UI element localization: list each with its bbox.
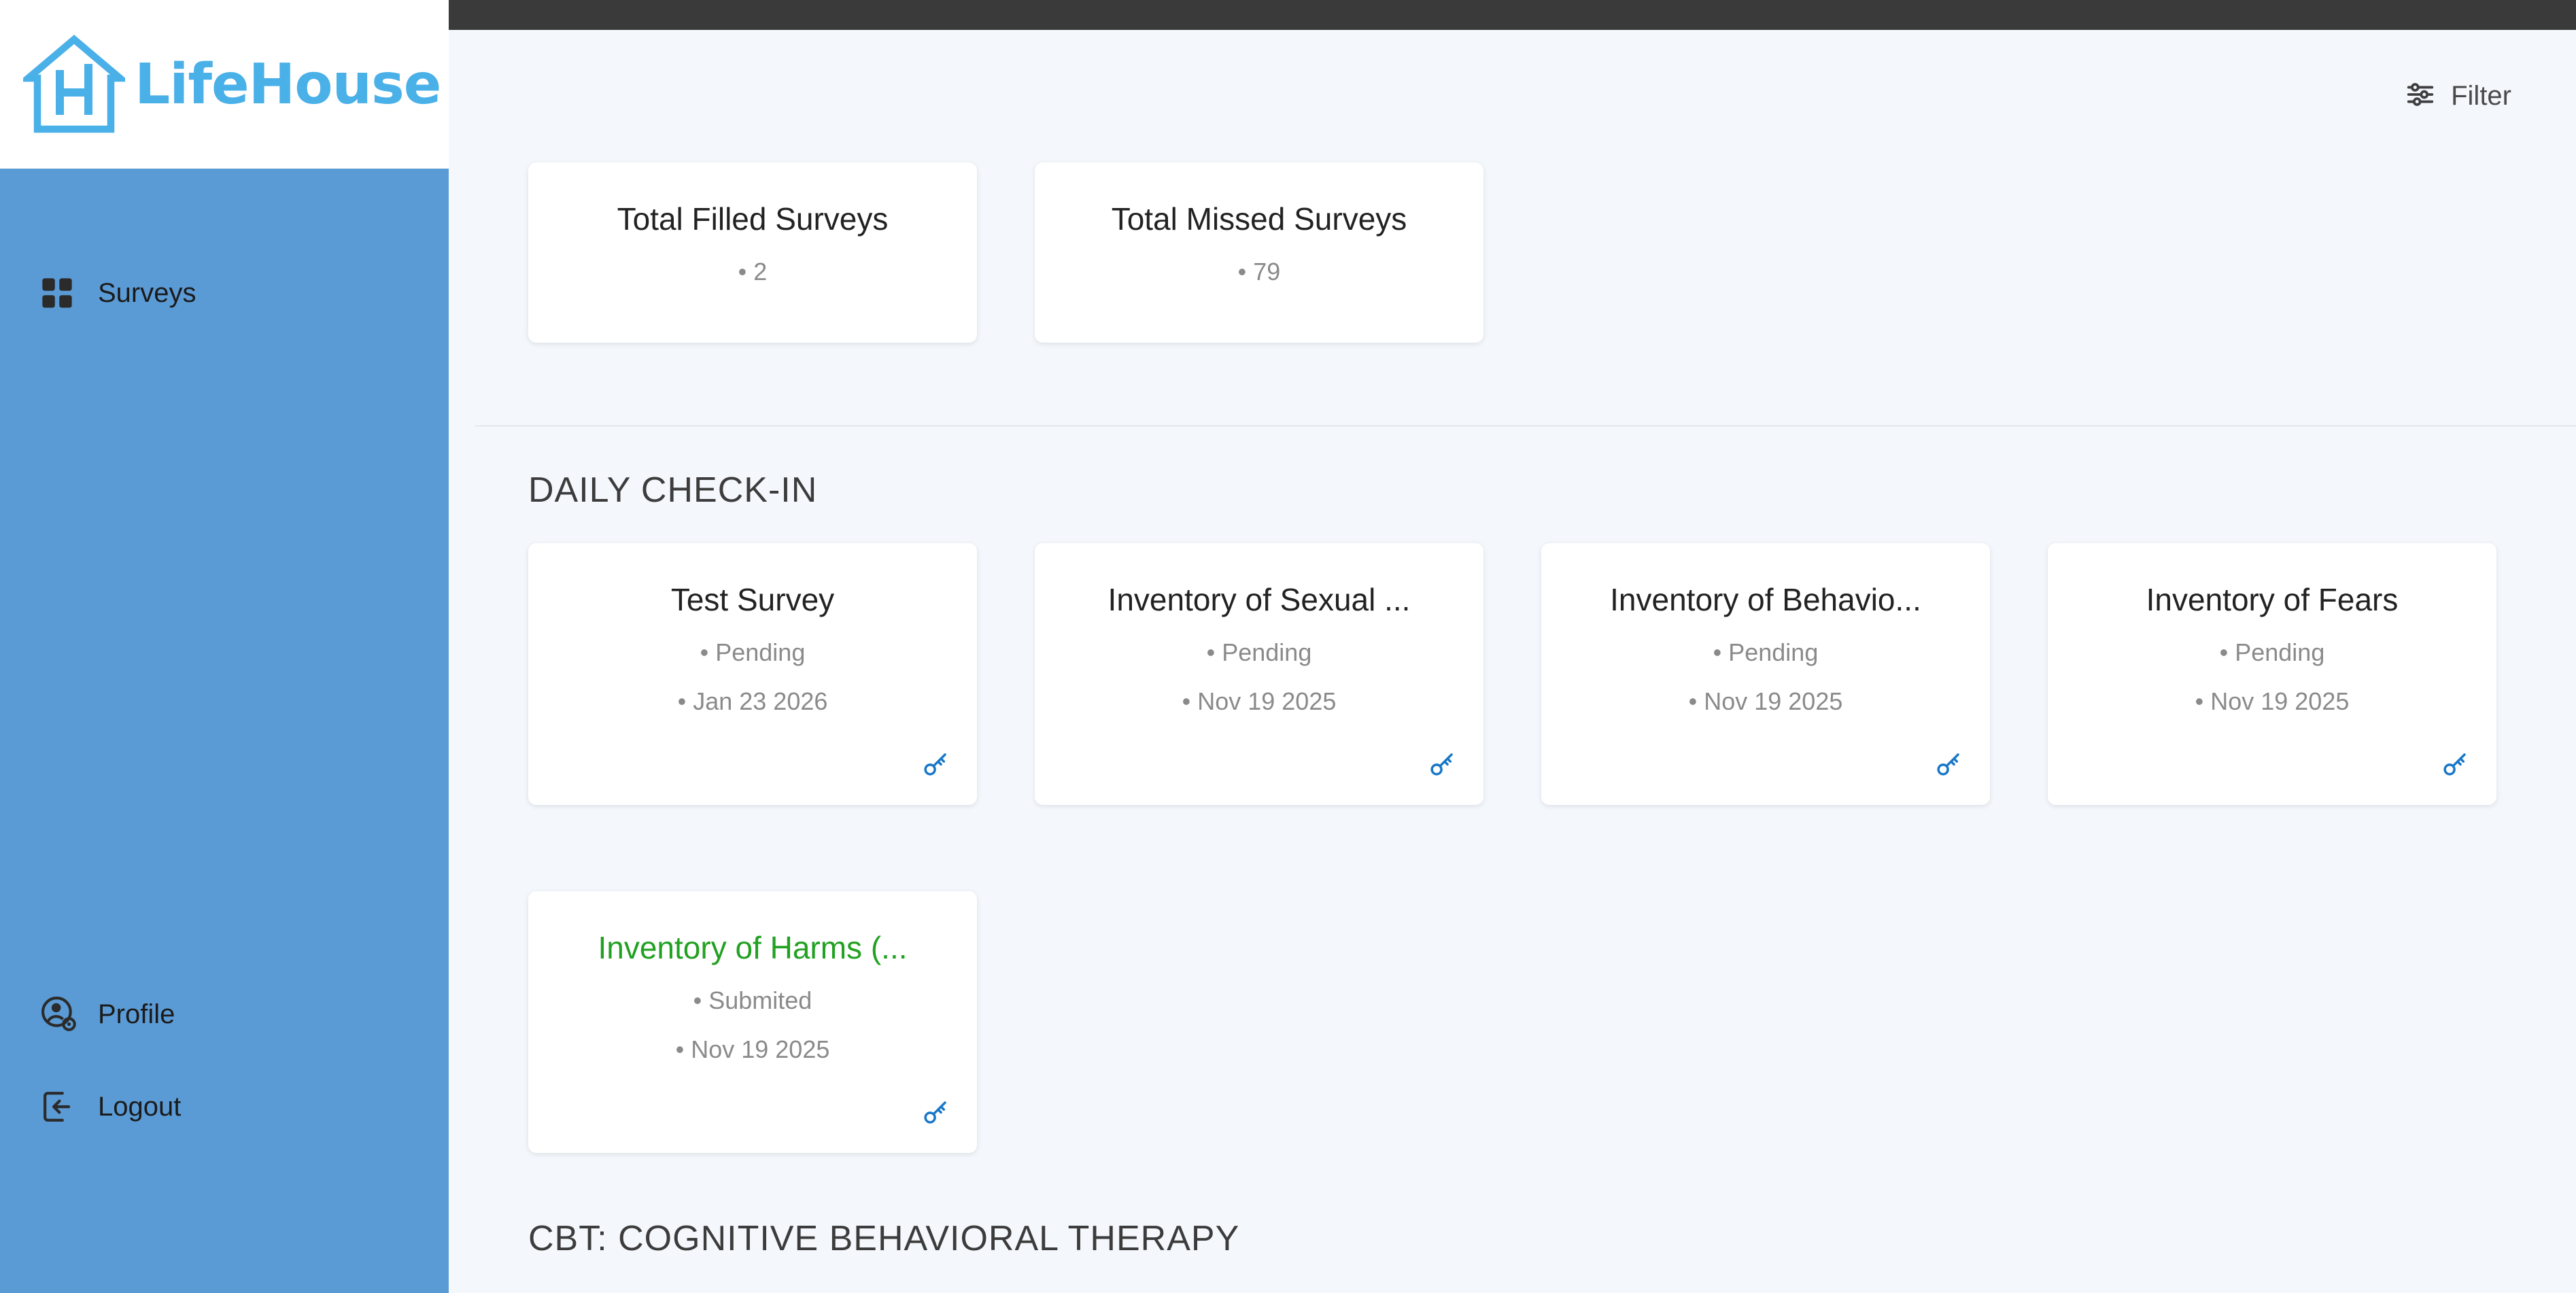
survey-card[interactable]: [1035, 543, 1483, 805]
dashboard-content: [449, 162, 2576, 1259]
survey-card[interactable]: [2048, 543, 2496, 805]
section-title-daily-checkin: DAILY CHECK-IN: [528, 470, 818, 510]
filter-button[interactable]: [2405, 79, 2511, 114]
key-icon[interactable]: [921, 750, 950, 782]
main-content: [449, 0, 2576, 1293]
survey-status: • Pending: [1206, 638, 1312, 666]
stat-value: • 2: [738, 258, 768, 286]
survey-title: Inventory of Sexual ...: [1107, 582, 1411, 617]
sidebar-item-logout[interactable]: [0, 1061, 449, 1153]
filter-label: Filter: [2451, 81, 2511, 111]
window-titlebar: [449, 0, 2576, 30]
survey-status: • Submited: [693, 986, 812, 1014]
survey-date: • Nov 19 2025: [1688, 687, 1843, 715]
survey-title: Inventory of Fears: [2146, 582, 2399, 617]
survey-status: • Pending: [700, 638, 806, 666]
stat-title: Total Filled Surveys: [617, 201, 889, 237]
stat-card-missed-surveys[interactable]: [1035, 162, 1483, 343]
brand-name: LifeHouse: [135, 52, 441, 117]
sidebar-item-profile[interactable]: [0, 968, 449, 1061]
user-settings-icon: [39, 995, 83, 1034]
sidebar-nav-primary: [0, 260, 449, 326]
sidebar-item-surveys[interactable]: [0, 260, 449, 326]
sidebar-item-label: Logout: [98, 1091, 182, 1122]
house-logo-icon: [23, 33, 125, 135]
logout-icon: [39, 1088, 83, 1126]
stats-row: [528, 162, 2549, 343]
sidebar-item-label: Surveys: [98, 277, 196, 308]
survey-card[interactable]: [1541, 543, 1990, 805]
survey-status: • Pending: [1713, 638, 1819, 666]
survey-title: Inventory of Harms (...: [598, 930, 908, 965]
survey-date: • Jan 23 2026: [677, 687, 828, 715]
toolbar: [449, 30, 2576, 162]
survey-card[interactable]: [528, 891, 977, 1153]
section-title-cbt: CBT: COGNITIVE BEHAVIORAL THERAPY: [528, 1219, 1240, 1258]
brand-logo[interactable]: [0, 0, 449, 169]
key-icon[interactable]: [921, 1098, 950, 1130]
stat-card-filled-surveys[interactable]: [528, 162, 977, 343]
survey-date: • Nov 19 2025: [1182, 687, 1337, 715]
stat-value: • 79: [1237, 258, 1281, 286]
key-icon[interactable]: [2441, 750, 2469, 782]
sidebar-item-label: Profile: [98, 999, 175, 1029]
survey-card[interactable]: [528, 543, 977, 805]
key-icon[interactable]: [1934, 750, 1963, 782]
survey-card-grid: [528, 543, 2549, 1182]
stat-title: Total Missed Surveys: [1111, 201, 1407, 237]
survey-date: • Nov 19 2025: [2195, 687, 2350, 715]
key-icon[interactable]: [1428, 750, 1456, 782]
survey-date: • Nov 19 2025: [675, 1035, 830, 1063]
survey-title: Inventory of Behavio...: [1610, 582, 1921, 617]
survey-status: • Pending: [2219, 638, 2325, 666]
grid-icon: [39, 275, 83, 311]
survey-title: Test Survey: [670, 582, 835, 617]
sidebar-nav-secondary: [0, 968, 449, 1153]
sliders-icon: [2405, 79, 2436, 114]
sidebar: [0, 0, 449, 1293]
